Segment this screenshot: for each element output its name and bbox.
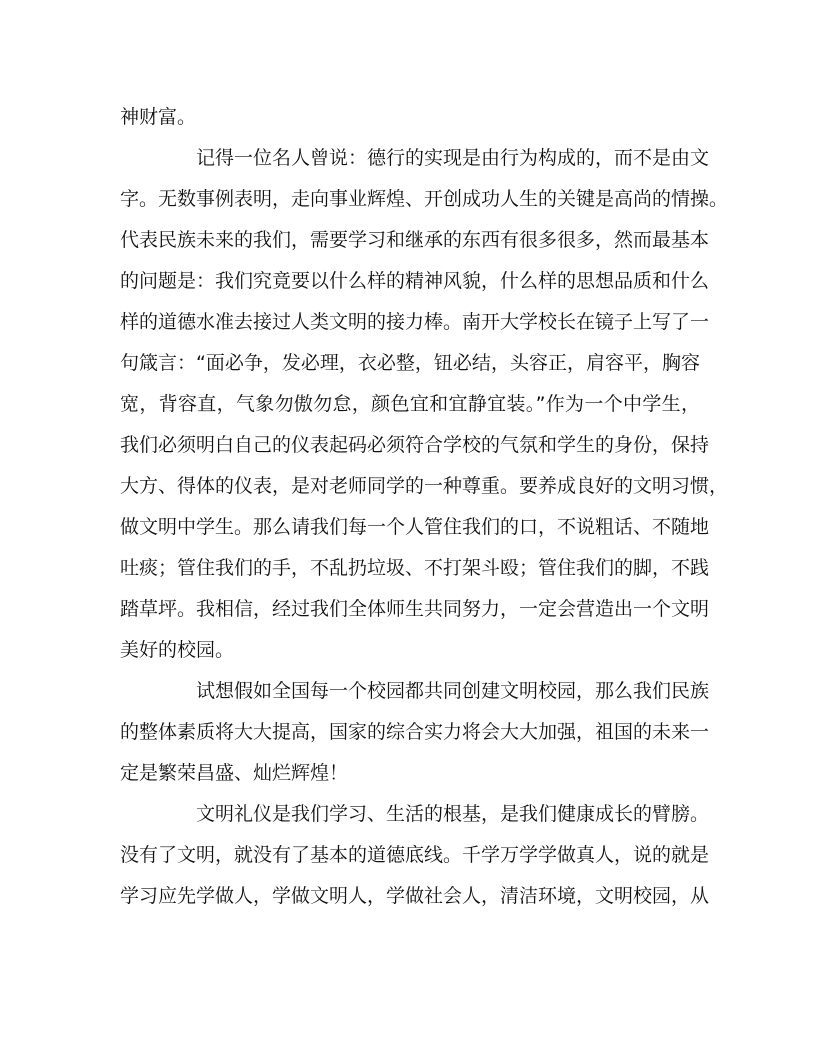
text-line: 的整体素质将大大提高，国家的综合实力将会大大加强，祖国的未来一: [120, 721, 710, 743]
text-line: 美好的校园。: [120, 639, 235, 661]
text-line: 的问题是：我们究竟要以什么样的精神风貌，什么样的思想品质和什么: [120, 270, 710, 292]
text-line: 吐痰；管住我们的手，不乱扔垃圾、不打架斗殴；管住我们的脚，不践: [120, 557, 710, 579]
text-line: 没有了文明，就没有了基本的道德底线。千学万学学做真人，说的就是: [120, 844, 710, 866]
text-line: 代表民族未来的我们，需要学习和继承的东西有很多很多，然而最基本: [120, 229, 710, 251]
text-line: 踏草坪。我相信，经过我们全体师生共同努力，一定会营造出一个文明: [120, 598, 710, 620]
text-line: 句箴言：“面必争，发必理，衣必整，钮必结，头容正，肩容平，胸容: [120, 352, 700, 374]
text-line: 样的道德水准去接过人类文明的接力棒。南开大学校长在镜子上写了一: [120, 311, 710, 333]
text-line: 做文明中学生。那么请我们每一个人管住我们的口，不说粗话、不随地: [120, 516, 710, 538]
text-line: 宽，背容直，气象勿傲勿怠，颜色宜和宜静宜装。”作为一个中学生，: [120, 393, 700, 415]
text-line: 大方、得体的仪表，是对老师同学的一种尊重。要养成良好的文明习惯，: [120, 475, 729, 497]
paragraph-first-line: 记得一位名人曾说：德行的实现是由行为构成的，而不是由文: [196, 147, 710, 169]
text-line: 神财富。: [120, 106, 197, 128]
text-line: 我们必须明白自己的仪表起码必须符合学校的气氛和学生的身份，保持: [120, 434, 710, 456]
paragraph-first-line: 文明礼仪是我们学习、生活的根基，是我们健康成长的臂膀。: [196, 803, 710, 825]
text-line: 定是繁荣昌盛、灿烂辉煌！: [120, 762, 349, 784]
paragraph-first-line: 试想假如全国每一个校园都共同创建文明校园，那么我们民族: [196, 680, 710, 702]
text-line: 字。无数事例表明，走向事业辉煌、开创成功人生的关键是高尚的情操。: [120, 188, 729, 210]
text-line: 学习应先学做人，学做文明人，学做社会人，清洁环境，文明校园，从: [120, 885, 710, 907]
